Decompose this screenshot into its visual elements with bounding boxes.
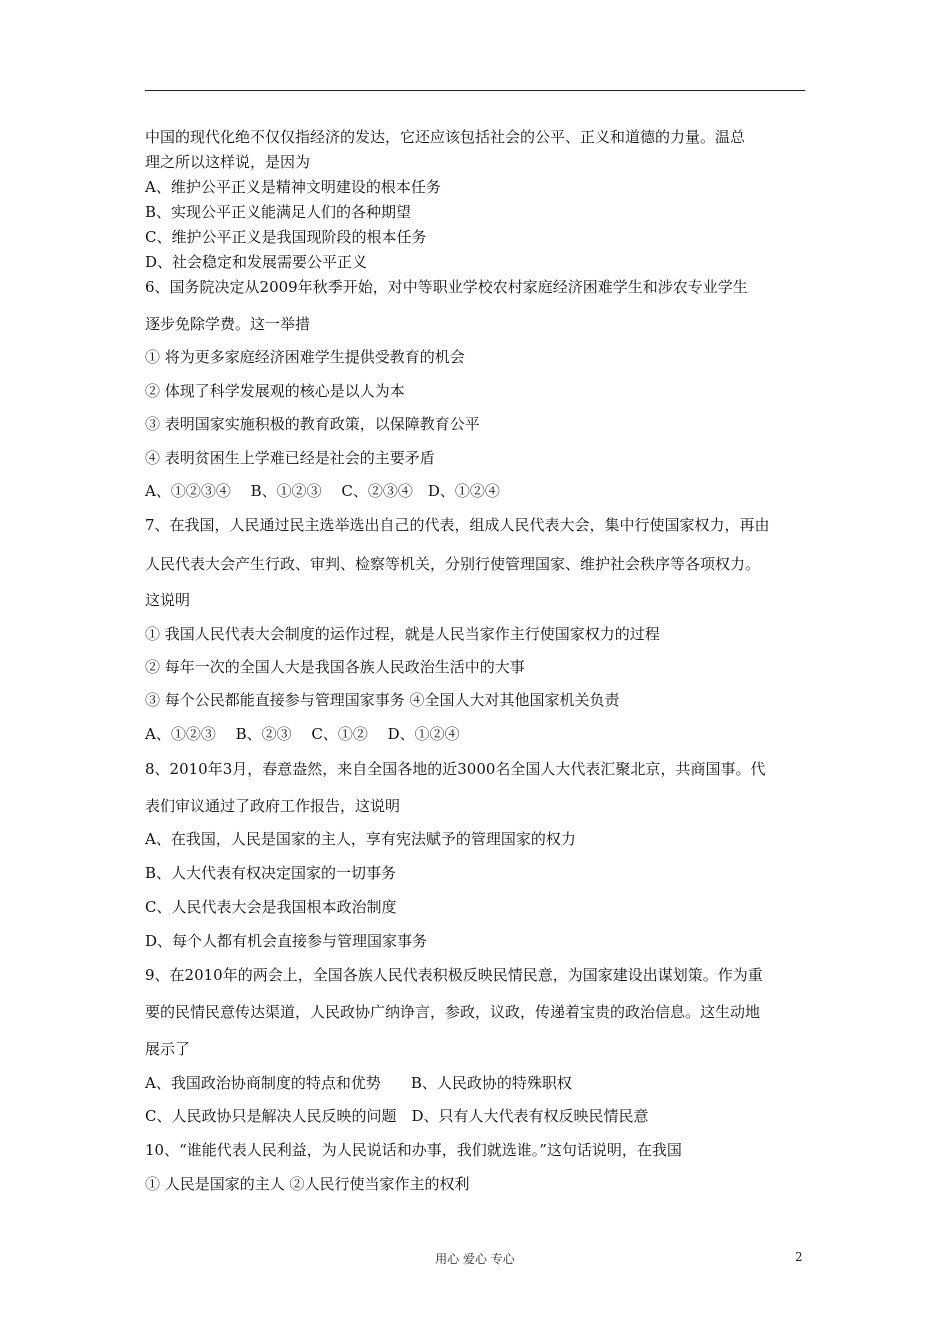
question-8: 8、2010年3月，春意盎然，来自全国各地的近3000名全国人大代表汇聚北京，共商国事。代 <box>145 760 766 778</box>
statement-2: ② 每年一次的全国人大是我国各族人民政治生活中的大事 <box>145 658 525 676</box>
statement-1: ① 我国人民代表大会制度的运作过程，就是人民当家作主行使国家权力的过程 <box>145 625 660 643</box>
text-line: 人民代表大会产生行政、审判、检察等机关，分别行使管理国家、维护社会秩序等各项权力。 <box>145 555 761 573</box>
statement-3-4: ③ 每个公民都能直接参与管理国家事务 ④全国人大对其他国家机关负责 <box>145 691 620 709</box>
options-c-d: C、人民政协只是解决人民反映的问题 D、只有人大代表有权反映民情民意 <box>145 1107 649 1125</box>
option-b: B、实现公平正义能满足人们的各种期望 <box>145 203 412 221</box>
text-line: 这说明 <box>145 591 191 609</box>
page-number: 2 <box>795 1250 803 1264</box>
question-7: 7、在我国，人民通过民主选举选出自己的代表，组成人民代表大会，集中行使国家权力，再由 <box>145 516 770 534</box>
text-line: 理之所以这样说，是因为 <box>145 153 311 171</box>
option-a: A、维护公平正义是精神文明建设的根本任务 <box>145 178 441 196</box>
header-rule <box>145 90 805 91</box>
option-d: D、每个人都有机会直接参与管理国家事务 <box>145 932 428 950</box>
options-a-b: A、我国政治协商制度的特点和优势 B、人民政协的特殊职权 <box>145 1074 572 1092</box>
text-line: 展示了 <box>145 1040 191 1058</box>
option-d: D、社会稳定和发展需要公平正义 <box>145 253 368 271</box>
text-line: 要的民情民意传达渠道，人民政协广纳诤言，参政，议政，传递着宝贵的政治信息。这生动地 <box>145 1003 761 1021</box>
option-c: C、人民代表大会是我国根本政治制度 <box>145 898 397 916</box>
question-10: 10、“谁能代表人民利益，为人民说话和办事，我们就选谁。”这句话说明，在我国 <box>145 1141 682 1159</box>
statements-1-2: ① 人民是国家的主人 ②人民行使当家作主的权利 <box>145 1175 470 1193</box>
question-9: 9、在2010年的两会上，全国各族人民代表积极反映民情民意，为国家建设出谋划策。作为重 <box>145 966 763 984</box>
statement-2: ② 体现了科学发展观的核心是以人为本 <box>145 382 405 400</box>
footer-text: 用心 爱心 专心 <box>435 1252 515 1266</box>
option-b: B、人大代表有权决定国家的一切事务 <box>145 864 397 882</box>
option-a: A、在我国，人民是国家的主人，享有宪法赋予的管理国家的权力 <box>145 830 576 848</box>
option-c: C、维护公平正义是我国现阶段的根本任务 <box>145 228 427 246</box>
question-6: 6、国务院决定从2009年秋季开始，对中等职业学校农村家庭经济困难学生和涉农专业学生 <box>145 278 748 296</box>
answer-options: A、①②③④ B、①②③ C、②③④ D、①②④ <box>145 482 500 500</box>
statement-3: ③ 表明国家实施积极的教育政策，以保障教育公平 <box>145 415 480 433</box>
text-line: 逐步免除学费。这一举措 <box>145 315 311 333</box>
statement-4: ④ 表明贫困生上学难已经是社会的主要矛盾 <box>145 449 435 467</box>
statement-1: ① 将为更多家庭经济困难学生提供受教育的机会 <box>145 348 465 366</box>
answer-options: A、①②③ B、②③ C、①② D、①②④ <box>145 725 460 743</box>
text-line: 中国的现代化绝不仅仅指经济的发达，它还应该包括社会的公平、正义和道德的力量。温总 <box>145 128 746 146</box>
text-line: 表们审议通过了政府工作报告，这说明 <box>145 797 401 815</box>
